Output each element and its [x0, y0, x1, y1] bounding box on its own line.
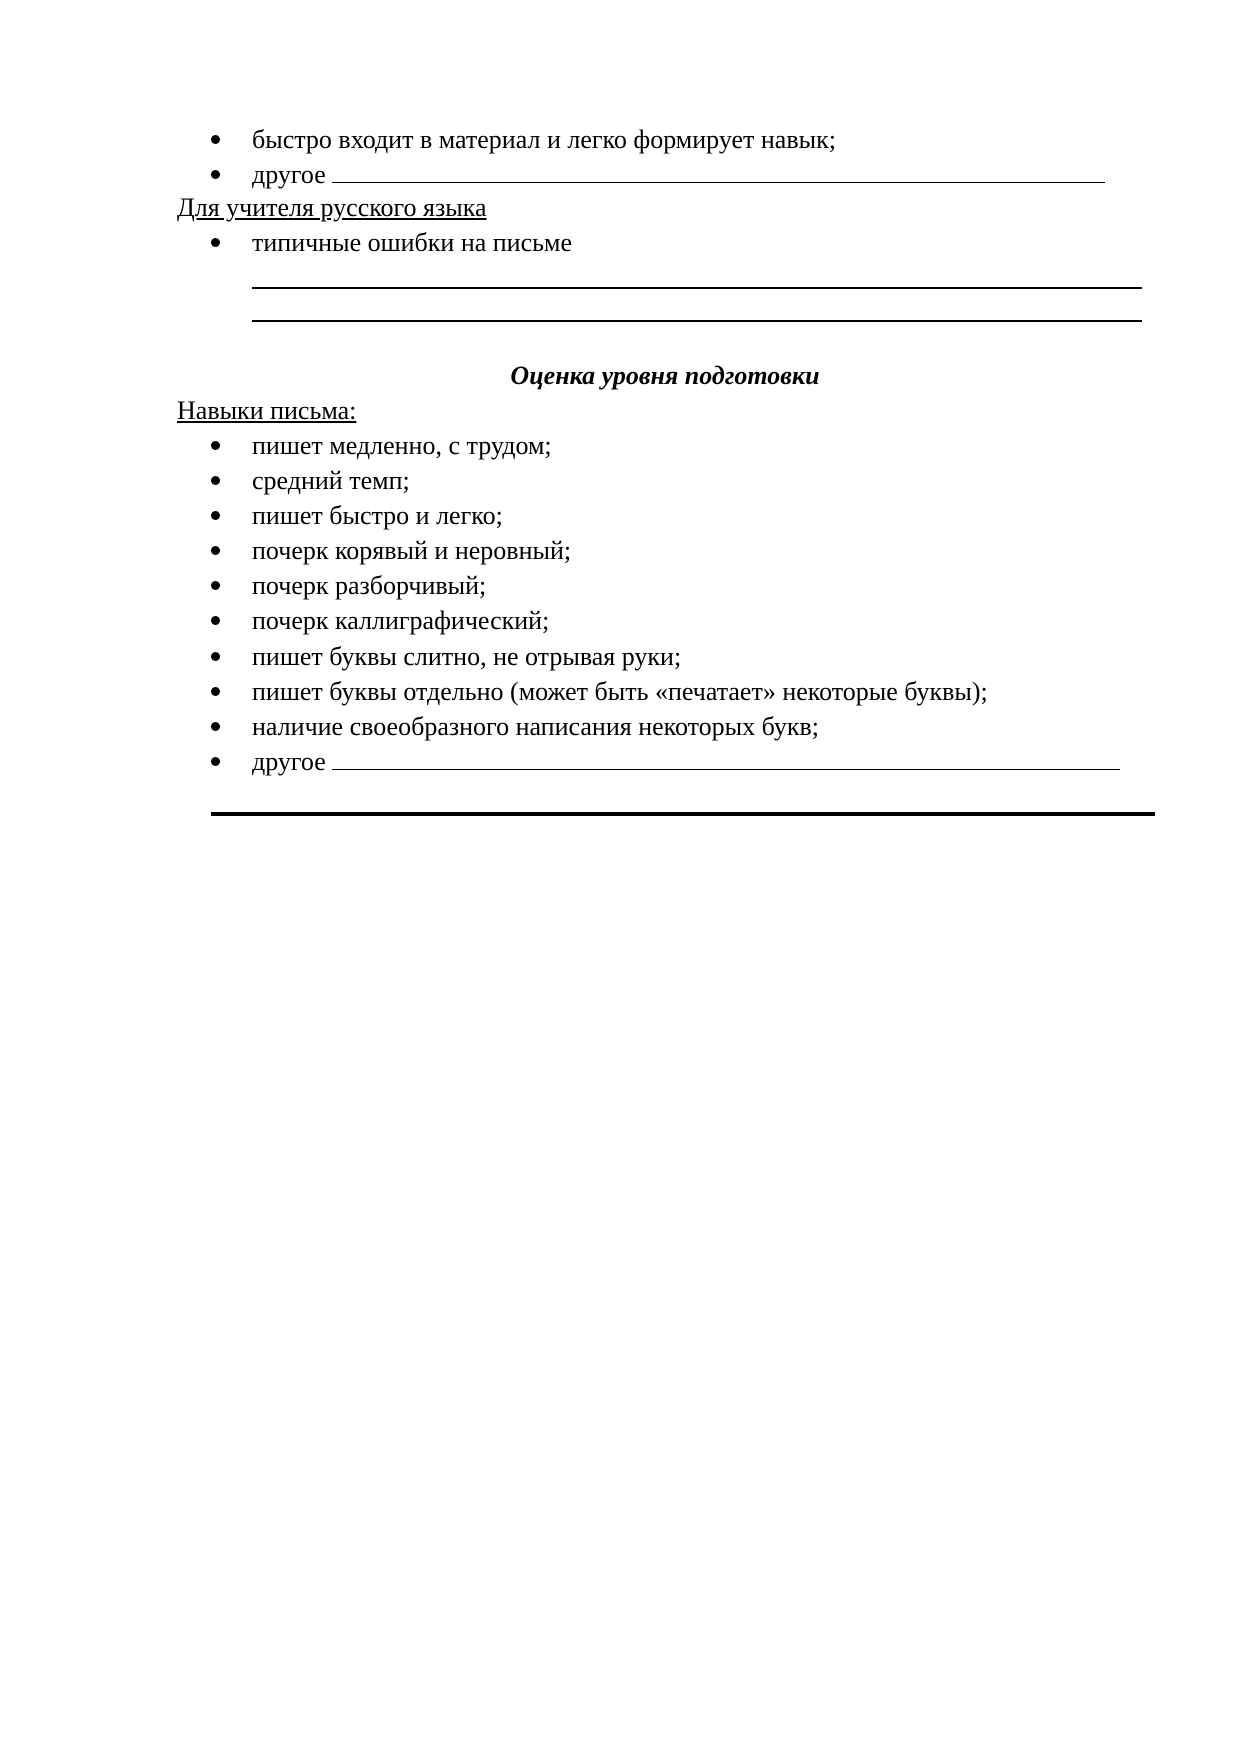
list-item-text: пишет быстро и легко; [252, 501, 503, 530]
list-item-text: другое [252, 747, 326, 776]
list-item-text: быстро входит в материал и легко формирует навык; [252, 125, 836, 154]
answer-line [252, 287, 1142, 289]
bullet-icon [211, 687, 220, 696]
list-item-text: средний темп; [252, 466, 410, 495]
list-item-text: пишет медленно, с трудом; [252, 431, 552, 460]
list-item-text: наличие своеобразного написания некоторых букв; [252, 712, 819, 741]
bullet-icon [211, 616, 220, 625]
section-title: Оценка уровня подготовки [510, 361, 820, 390]
list-item-text: почерк каллиграфический; [252, 606, 550, 635]
bullet-icon [211, 652, 220, 661]
bullet-icon [211, 757, 220, 766]
list-item-text: другое [252, 160, 326, 189]
blank-line [332, 160, 1105, 183]
bullet-icon [211, 476, 220, 485]
list-item-text: типичные ошибки на письме [252, 228, 572, 257]
section-divider [211, 812, 1155, 816]
bullet-icon [211, 722, 220, 731]
bullet-icon [211, 441, 220, 450]
writing-skills-heading: Навыки письма: [177, 396, 357, 425]
russian-teacher-heading: Для учителя русского языка [177, 193, 487, 222]
list-item-text: почерк корявый и неровный; [252, 536, 572, 565]
bullet-icon [211, 581, 220, 590]
bullet-icon [211, 238, 220, 247]
blank-line [332, 747, 1120, 770]
bullet-icon [211, 135, 220, 144]
bullet-icon [211, 511, 220, 520]
list-item-text: пишет буквы слитно, не отрывая руки; [252, 642, 682, 671]
bullet-icon [211, 170, 220, 179]
answer-line [252, 320, 1142, 322]
bullet-icon [211, 546, 220, 555]
list-item-text: пишет буквы отдельно (может быть «печатает» некоторые буквы); [252, 677, 988, 706]
list-item-text: почерк разборчивый; [252, 571, 487, 600]
